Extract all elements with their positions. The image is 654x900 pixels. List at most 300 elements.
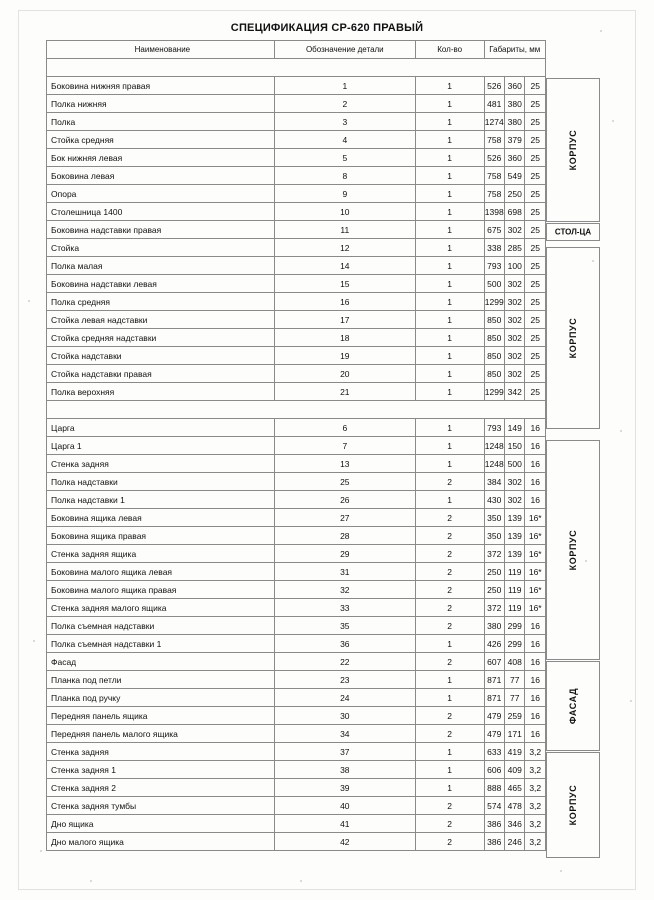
cell-length: 479 xyxy=(484,707,504,725)
table-row[interactable] xyxy=(47,671,546,689)
group-section-box xyxy=(546,223,600,241)
cell-width: 380 xyxy=(504,113,524,131)
group-section-box xyxy=(546,661,600,751)
cell-name: Стенка задняя 2 xyxy=(47,779,275,797)
cell-width: 119 xyxy=(504,563,524,581)
cell-width: 346 xyxy=(504,815,524,833)
cell-qty: 1 xyxy=(415,671,484,689)
spacer-cell xyxy=(47,59,546,77)
cell-name: Стойка средняя xyxy=(47,131,275,149)
group-section-label: СТОЛ-ЦА xyxy=(554,227,592,237)
cell-name: Стенка задняя xyxy=(47,455,275,473)
cell-thickness: 25 xyxy=(525,311,546,329)
cell-length: 1274 xyxy=(484,113,504,131)
cell-thickness: 25 xyxy=(525,149,546,167)
cell-designation: 7 xyxy=(274,437,415,455)
cell-length: 481 xyxy=(484,95,504,113)
cell-length: 793 xyxy=(484,419,504,437)
cell-designation: 12 xyxy=(274,239,415,257)
cell-thickness: 25 xyxy=(525,167,546,185)
cell-length: 250 xyxy=(484,581,504,599)
scan-speckle xyxy=(585,560,587,562)
cell-name: Боковина ящика правая xyxy=(47,527,275,545)
cell-length: 871 xyxy=(484,671,504,689)
table-row[interactable] xyxy=(47,653,546,671)
cell-designation: 21 xyxy=(274,383,415,401)
table-row[interactable] xyxy=(47,707,546,725)
table-header-row xyxy=(47,41,546,59)
cell-thickness: 25 xyxy=(525,113,546,131)
cell-width: 302 xyxy=(504,275,524,293)
cell-name: Боковина малого ящика левая xyxy=(47,563,275,581)
cell-length: 574 xyxy=(484,797,504,815)
cell-qty: 1 xyxy=(415,437,484,455)
cell-designation: 29 xyxy=(274,545,415,563)
cell-designation: 4 xyxy=(274,131,415,149)
table-row[interactable] xyxy=(47,689,546,707)
cell-qty: 2 xyxy=(415,617,484,635)
cell-designation: 14 xyxy=(274,257,415,275)
table-row[interactable] xyxy=(47,761,546,779)
group-section-label: КОРПУС xyxy=(568,529,578,571)
table-head xyxy=(47,41,546,59)
cell-width: 302 xyxy=(504,347,524,365)
cell-thickness: 3,2 xyxy=(525,743,546,761)
cell-designation: 27 xyxy=(274,509,415,527)
cell-thickness: 16 xyxy=(525,419,546,437)
cell-length: 1248 xyxy=(484,437,504,455)
cell-designation: 20 xyxy=(274,365,415,383)
cell-thickness: 16 xyxy=(525,491,546,509)
cell-name: Бок нижняя левая xyxy=(47,149,275,167)
cell-qty: 2 xyxy=(415,473,484,491)
cell-name: Полка верохняя xyxy=(47,383,275,401)
table-row[interactable] xyxy=(47,149,546,167)
table-row[interactable] xyxy=(47,833,546,851)
table-row[interactable] xyxy=(47,581,546,599)
cell-name: Стойка надставки правая xyxy=(47,365,275,383)
cell-length: 350 xyxy=(484,527,504,545)
table-row[interactable] xyxy=(47,293,546,311)
cell-qty: 1 xyxy=(415,239,484,257)
cell-thickness: 3,2 xyxy=(525,797,546,815)
cell-length: 372 xyxy=(484,545,504,563)
cell-qty: 1 xyxy=(415,635,484,653)
table-row[interactable] xyxy=(47,77,546,95)
cell-length: 888 xyxy=(484,779,504,797)
cell-width: 149 xyxy=(504,419,524,437)
cell-designation: 30 xyxy=(274,707,415,725)
cell-width: 246 xyxy=(504,833,524,851)
cell-qty: 1 xyxy=(415,383,484,401)
scan-speckle xyxy=(33,640,35,642)
cell-qty: 1 xyxy=(415,311,484,329)
cell-thickness: 16 xyxy=(525,707,546,725)
cell-qty: 2 xyxy=(415,797,484,815)
cell-qty: 2 xyxy=(415,599,484,617)
cell-length: 1299 xyxy=(484,293,504,311)
cell-qty: 1 xyxy=(415,203,484,221)
cell-designation: 36 xyxy=(274,635,415,653)
cell-designation: 5 xyxy=(274,149,415,167)
cell-thickness: 25 xyxy=(525,275,546,293)
table-row[interactable] xyxy=(47,275,546,293)
cell-name: Боковина нижняя правая xyxy=(47,77,275,95)
table-row[interactable] xyxy=(47,815,546,833)
cell-thickness: 16 xyxy=(525,617,546,635)
table-row[interactable] xyxy=(47,347,546,365)
scan-speckle xyxy=(300,880,302,882)
table-row[interactable] xyxy=(47,221,546,239)
cell-name: Столешница 1400 xyxy=(47,203,275,221)
cell-name: Боковина надставки правая xyxy=(47,221,275,239)
cell-qty: 1 xyxy=(415,455,484,473)
cell-length: 384 xyxy=(484,473,504,491)
cell-name: Стенка задняя малого ящика xyxy=(47,599,275,617)
cell-width: 549 xyxy=(504,167,524,185)
cell-qty: 1 xyxy=(415,257,484,275)
table-row[interactable] xyxy=(47,239,546,257)
cell-width: 478 xyxy=(504,797,524,815)
table-row[interactable] xyxy=(47,473,546,491)
cell-width: 299 xyxy=(504,635,524,653)
cell-qty: 1 xyxy=(415,347,484,365)
table-row[interactable] xyxy=(47,779,546,797)
cell-name: Дно малого ящика xyxy=(47,833,275,851)
cell-name: Полка нижняя xyxy=(47,95,275,113)
cell-length: 1398 xyxy=(484,203,504,221)
cell-qty: 1 xyxy=(415,275,484,293)
cell-qty: 1 xyxy=(415,149,484,167)
cell-width: 285 xyxy=(504,239,524,257)
cell-width: 77 xyxy=(504,671,524,689)
cell-thickness: 16 xyxy=(525,437,546,455)
cell-designation: 6 xyxy=(274,419,415,437)
cell-thickness: 16* xyxy=(525,563,546,581)
table-row[interactable] xyxy=(47,743,546,761)
cell-name: Полка надставки 1 xyxy=(47,491,275,509)
cell-width: 302 xyxy=(504,221,524,239)
cell-length: 758 xyxy=(484,131,504,149)
cell-length: 793 xyxy=(484,257,504,275)
cell-width: 250 xyxy=(504,185,524,203)
table-row[interactable] xyxy=(47,383,546,401)
cell-designation: 23 xyxy=(274,671,415,689)
table-row[interactable] xyxy=(47,599,546,617)
table-body xyxy=(47,59,546,851)
cell-name: Стойка надставки xyxy=(47,347,275,365)
cell-qty: 2 xyxy=(415,581,484,599)
cell-name: Стойка левая надставки xyxy=(47,311,275,329)
group-section-box xyxy=(546,78,600,222)
cell-qty: 1 xyxy=(415,167,484,185)
scan-speckle xyxy=(612,120,614,122)
group-labels-column xyxy=(546,40,602,830)
cell-name: Фасад xyxy=(47,653,275,671)
cell-designation: 24 xyxy=(274,689,415,707)
cell-thickness: 16 xyxy=(525,689,546,707)
table-row[interactable] xyxy=(47,509,546,527)
cell-designation: 31 xyxy=(274,563,415,581)
table-row[interactable] xyxy=(47,527,546,545)
cell-qty: 2 xyxy=(415,707,484,725)
scan-speckle xyxy=(560,870,562,872)
cell-designation: 16 xyxy=(274,293,415,311)
cell-length: 758 xyxy=(484,167,504,185)
cell-thickness: 16* xyxy=(525,527,546,545)
table-row[interactable] xyxy=(47,113,546,131)
table-row[interactable] xyxy=(47,95,546,113)
cell-length: 1299 xyxy=(484,383,504,401)
cell-designation: 15 xyxy=(274,275,415,293)
specification-table-container xyxy=(46,40,546,851)
cell-thickness: 25 xyxy=(525,293,546,311)
cell-width: 259 xyxy=(504,707,524,725)
cell-name: Стойка xyxy=(47,239,275,257)
cell-designation: 22 xyxy=(274,653,415,671)
cell-name: Опора xyxy=(47,185,275,203)
cell-width: 380 xyxy=(504,95,524,113)
table-row[interactable] xyxy=(47,491,546,509)
cell-designation: 34 xyxy=(274,725,415,743)
cell-width: 119 xyxy=(504,581,524,599)
table-row[interactable] xyxy=(47,167,546,185)
column-header-qty: Кол-во xyxy=(415,41,484,59)
cell-length: 479 xyxy=(484,725,504,743)
cell-qty: 1 xyxy=(415,95,484,113)
cell-name: Полка xyxy=(47,113,275,131)
cell-name: Боковина малого ящика правая xyxy=(47,581,275,599)
cell-width: 299 xyxy=(504,617,524,635)
group-section-label: КОРПУС xyxy=(568,129,578,171)
table-row[interactable] xyxy=(47,365,546,383)
cell-qty: 1 xyxy=(415,221,484,239)
table-row[interactable] xyxy=(47,617,546,635)
cell-thickness: 16* xyxy=(525,581,546,599)
cell-thickness: 25 xyxy=(525,95,546,113)
cell-length: 500 xyxy=(484,275,504,293)
scan-speckle xyxy=(40,850,42,852)
cell-qty: 1 xyxy=(415,743,484,761)
scan-speckle xyxy=(620,430,622,432)
cell-width: 302 xyxy=(504,329,524,347)
cell-length: 430 xyxy=(484,491,504,509)
cell-thickness: 25 xyxy=(525,347,546,365)
specification-table xyxy=(46,40,546,851)
cell-qty: 2 xyxy=(415,653,484,671)
cell-length: 338 xyxy=(484,239,504,257)
table-row[interactable] xyxy=(47,329,546,347)
cell-thickness: 3,2 xyxy=(525,833,546,851)
cell-designation: 1 xyxy=(274,77,415,95)
table-spacer-row xyxy=(47,401,546,419)
table-row[interactable] xyxy=(47,797,546,815)
cell-qty: 1 xyxy=(415,491,484,509)
cell-name: Стенка задняя ящика xyxy=(47,545,275,563)
cell-thickness: 16 xyxy=(525,725,546,743)
cell-qty: 1 xyxy=(415,779,484,797)
cell-length: 633 xyxy=(484,743,504,761)
cell-width: 139 xyxy=(504,545,524,563)
cell-thickness: 3,2 xyxy=(525,815,546,833)
cell-name: Стенка задняя xyxy=(47,743,275,761)
cell-name: Полка съемная надставки 1 xyxy=(47,635,275,653)
cell-designation: 3 xyxy=(274,113,415,131)
cell-name: Стенка задняя 1 xyxy=(47,761,275,779)
table-row[interactable] xyxy=(47,545,546,563)
cell-qty: 1 xyxy=(415,113,484,131)
scan-speckle xyxy=(28,300,30,302)
cell-length: 606 xyxy=(484,761,504,779)
column-header-name: Наименование xyxy=(47,41,275,59)
cell-thickness: 16 xyxy=(525,653,546,671)
group-section-box xyxy=(546,440,600,660)
cell-width: 302 xyxy=(504,473,524,491)
cell-length: 871 xyxy=(484,689,504,707)
cell-width: 302 xyxy=(504,491,524,509)
cell-name: Дно ящика xyxy=(47,815,275,833)
cell-length: 372 xyxy=(484,599,504,617)
cell-thickness: 25 xyxy=(525,383,546,401)
cell-designation: 32 xyxy=(274,581,415,599)
table-row[interactable] xyxy=(47,725,546,743)
cell-width: 419 xyxy=(504,743,524,761)
cell-length: 758 xyxy=(484,185,504,203)
cell-thickness: 16 xyxy=(525,455,546,473)
cell-qty: 1 xyxy=(415,77,484,95)
table-row[interactable] xyxy=(47,185,546,203)
column-header-dimensions: Габариты, мм xyxy=(484,41,546,59)
table-row[interactable] xyxy=(47,203,546,221)
page-title: СПЕЦИФИКАЦИЯ СР-620 ПРАВЫЙ xyxy=(230,22,424,34)
cell-qty: 1 xyxy=(415,419,484,437)
cell-length: 526 xyxy=(484,77,504,95)
cell-length: 350 xyxy=(484,509,504,527)
group-section-label: КОРПУС xyxy=(568,784,578,826)
cell-qty: 1 xyxy=(415,365,484,383)
cell-thickness: 25 xyxy=(525,131,546,149)
cell-designation: 17 xyxy=(274,311,415,329)
cell-name: Планка под ручку xyxy=(47,689,275,707)
cell-qty: 2 xyxy=(415,509,484,527)
cell-qty: 1 xyxy=(415,185,484,203)
cell-designation: 38 xyxy=(274,761,415,779)
cell-thickness: 16* xyxy=(525,599,546,617)
cell-length: 386 xyxy=(484,815,504,833)
cell-width: 139 xyxy=(504,527,524,545)
cell-thickness: 25 xyxy=(525,77,546,95)
group-section-box xyxy=(546,247,600,429)
cell-designation: 11 xyxy=(274,221,415,239)
cell-width: 119 xyxy=(504,599,524,617)
cell-thickness: 16* xyxy=(525,509,546,527)
table-row[interactable] xyxy=(47,437,546,455)
cell-name: Полка средняя xyxy=(47,293,275,311)
cell-width: 500 xyxy=(504,455,524,473)
cell-thickness: 25 xyxy=(525,257,546,275)
cell-name: Полка съемная надставки xyxy=(47,617,275,635)
cell-designation: 35 xyxy=(274,617,415,635)
cell-name: Боковина левая xyxy=(47,167,275,185)
cell-thickness: 16 xyxy=(525,635,546,653)
cell-qty: 2 xyxy=(415,545,484,563)
cell-designation: 39 xyxy=(274,779,415,797)
spacer-cell xyxy=(47,401,546,419)
group-section-box xyxy=(546,752,600,858)
cell-length: 850 xyxy=(484,365,504,383)
cell-designation: 41 xyxy=(274,815,415,833)
table-row[interactable] xyxy=(47,131,546,149)
column-header-designation: Обозначение детали xyxy=(274,41,415,59)
cell-thickness: 16 xyxy=(525,671,546,689)
cell-width: 77 xyxy=(504,689,524,707)
cell-designation: 9 xyxy=(274,185,415,203)
cell-qty: 2 xyxy=(415,833,484,851)
table-row[interactable] xyxy=(47,455,546,473)
cell-width: 342 xyxy=(504,383,524,401)
cell-qty: 1 xyxy=(415,131,484,149)
table-row[interactable] xyxy=(47,419,546,437)
cell-designation: 33 xyxy=(274,599,415,617)
cell-width: 302 xyxy=(504,311,524,329)
cell-width: 150 xyxy=(504,437,524,455)
cell-width: 379 xyxy=(504,131,524,149)
table-row[interactable] xyxy=(47,311,546,329)
cell-thickness: 16* xyxy=(525,545,546,563)
cell-width: 698 xyxy=(504,203,524,221)
scan-speckle xyxy=(90,880,92,882)
table-row[interactable] xyxy=(47,563,546,581)
cell-designation: 25 xyxy=(274,473,415,491)
cell-length: 1248 xyxy=(484,455,504,473)
cell-designation: 8 xyxy=(274,167,415,185)
cell-name: Передняя панель малого ящика xyxy=(47,725,275,743)
cell-width: 171 xyxy=(504,725,524,743)
cell-width: 409 xyxy=(504,761,524,779)
cell-name: Передняя панель ящика xyxy=(47,707,275,725)
cell-qty: 1 xyxy=(415,689,484,707)
cell-width: 408 xyxy=(504,653,524,671)
cell-length: 526 xyxy=(484,149,504,167)
cell-qty: 1 xyxy=(415,329,484,347)
cell-name: Полка малая xyxy=(47,257,275,275)
cell-length: 607 xyxy=(484,653,504,671)
table-row[interactable] xyxy=(47,257,546,275)
cell-qty: 1 xyxy=(415,293,484,311)
cell-designation: 26 xyxy=(274,491,415,509)
cell-length: 850 xyxy=(484,311,504,329)
cell-width: 100 xyxy=(504,257,524,275)
cell-designation: 40 xyxy=(274,797,415,815)
cell-length: 380 xyxy=(484,617,504,635)
cell-thickness: 25 xyxy=(525,365,546,383)
cell-length: 426 xyxy=(484,635,504,653)
group-section-label: КОРПУС xyxy=(568,317,578,359)
cell-thickness: 25 xyxy=(525,221,546,239)
table-row[interactable] xyxy=(47,635,546,653)
cell-thickness: 3,2 xyxy=(525,779,546,797)
cell-designation: 2 xyxy=(274,95,415,113)
cell-thickness: 25 xyxy=(525,203,546,221)
cell-name: Боковина ящика левая xyxy=(47,509,275,527)
cell-name: Планка под петли xyxy=(47,671,275,689)
cell-qty: 2 xyxy=(415,725,484,743)
cell-thickness: 25 xyxy=(525,239,546,257)
cell-width: 465 xyxy=(504,779,524,797)
cell-name: Полка надставки xyxy=(47,473,275,491)
cell-designation: 42 xyxy=(274,833,415,851)
cell-name: Царга xyxy=(47,419,275,437)
